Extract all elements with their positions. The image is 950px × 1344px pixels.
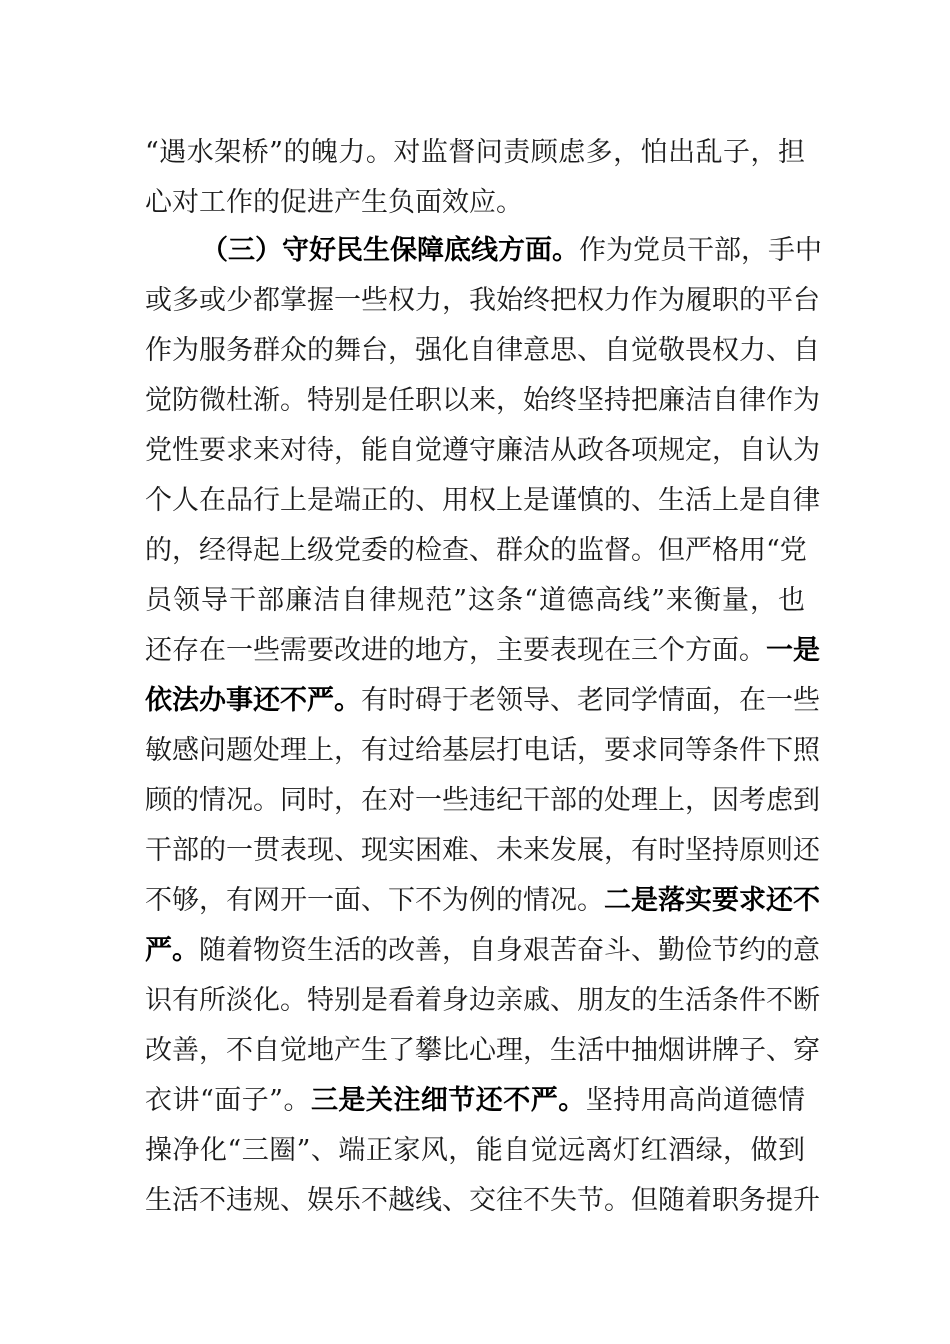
text-segment: 有时碍于老领导、老同学情面，在一些 <box>361 685 820 716</box>
text-segment: “遇水架桥”的魄力。对监督问责顾虑多，怕出乱子，担 <box>145 137 805 168</box>
text-segment: 生活不违规、娱乐不越线、交往不失节。但随着职务提升 <box>145 1185 820 1216</box>
bold-text-segment: 严。 <box>145 935 199 966</box>
text-segment: 随着物资生活的改善，自身艰苦奋斗、勤俭节约的意 <box>199 935 820 966</box>
text-line <box>145 381 820 421</box>
text-line <box>145 981 820 1021</box>
text-line <box>145 481 820 521</box>
text-line <box>145 531 805 571</box>
text-line <box>145 781 820 821</box>
text-segment: 或多或少都掌握一些权力，我始终把权力作为履职的平台 <box>145 285 820 316</box>
text-line <box>145 431 820 471</box>
bold-text-segment: 三是关注细节还不严。 <box>310 1085 586 1116</box>
bold-text-segment: 一是 <box>766 635 820 666</box>
text-line <box>145 631 820 671</box>
text-segment: 觉防微杜渐。特别是任职以来，始终坚持把廉洁自律作为 <box>145 385 820 416</box>
text-segment: 坚持用高尚道德情 <box>585 1085 806 1116</box>
text-segment: 党性要求来对待，能自觉遵守廉洁从政各项规定，自认为 <box>145 435 820 466</box>
text-segment: 作为服务群众的舞台，强化自律意思、自觉敬畏权力、自 <box>145 335 820 366</box>
bold-text-segment: 依法办事还不严。 <box>145 685 361 716</box>
text-line <box>145 1181 820 1221</box>
text-line <box>145 1131 805 1171</box>
text-line <box>145 831 820 871</box>
text-segment: 作为党员干部，手中 <box>579 235 822 266</box>
text-line <box>145 1081 805 1121</box>
text-line <box>145 331 820 371</box>
text-segment: 还存在一些需要改进的地方，主要表现在三个方面。 <box>145 635 766 666</box>
text-segment: 衣讲“面子”。 <box>145 1085 311 1116</box>
text-segment: 改善，不自觉地产生了攀比心理，生活中抽烟讲牌子、穿 <box>145 1035 820 1066</box>
text-segment: 识有所淡化。特别是看着身边亲戚、朋友的生活条件不断 <box>145 985 820 1016</box>
text-segment: 员领导干部廉洁自律规范”这条“道德高线”来衡量，也 <box>145 585 805 616</box>
text-line <box>145 681 820 721</box>
text-segment: 干部的一贯表现、现实困难、未来发展，有时坚持原则还 <box>145 835 820 866</box>
text-line <box>145 281 820 321</box>
bold-text-segment: （三）守好民生保障底线方面。 <box>201 235 579 266</box>
text-line <box>145 183 805 223</box>
text-segment: 顾的情况。同时，在对一些违纪干部的处理上，因考虑到 <box>145 785 820 816</box>
text-line <box>145 581 805 621</box>
text-line <box>145 731 820 771</box>
text-line <box>145 1031 820 1071</box>
text-segment: 的，经得起上级党委的检查、群众的监督。但严格用“党 <box>145 535 807 566</box>
text-segment: 个人在品行上是端正的、用权上是谨慎的、生活上是自律 <box>145 485 820 516</box>
bold-text-segment: 二是落实要求还不 <box>604 885 820 916</box>
text-line <box>145 931 820 971</box>
text-segment: 操净化“三圈”、端正家风，能自觉远离灯红酒绿，做到 <box>145 1135 805 1166</box>
text-segment: 敏感问题处理上，有过给基层打电话，要求同等条件下照 <box>145 735 820 766</box>
text-line <box>201 231 822 271</box>
text-line <box>145 881 820 921</box>
text-segment: 心对工作的促进产生负面效应。 <box>145 187 523 218</box>
text-line <box>145 133 805 173</box>
text-segment: 不够，有网开一面、下不为例的情况。 <box>145 885 604 916</box>
